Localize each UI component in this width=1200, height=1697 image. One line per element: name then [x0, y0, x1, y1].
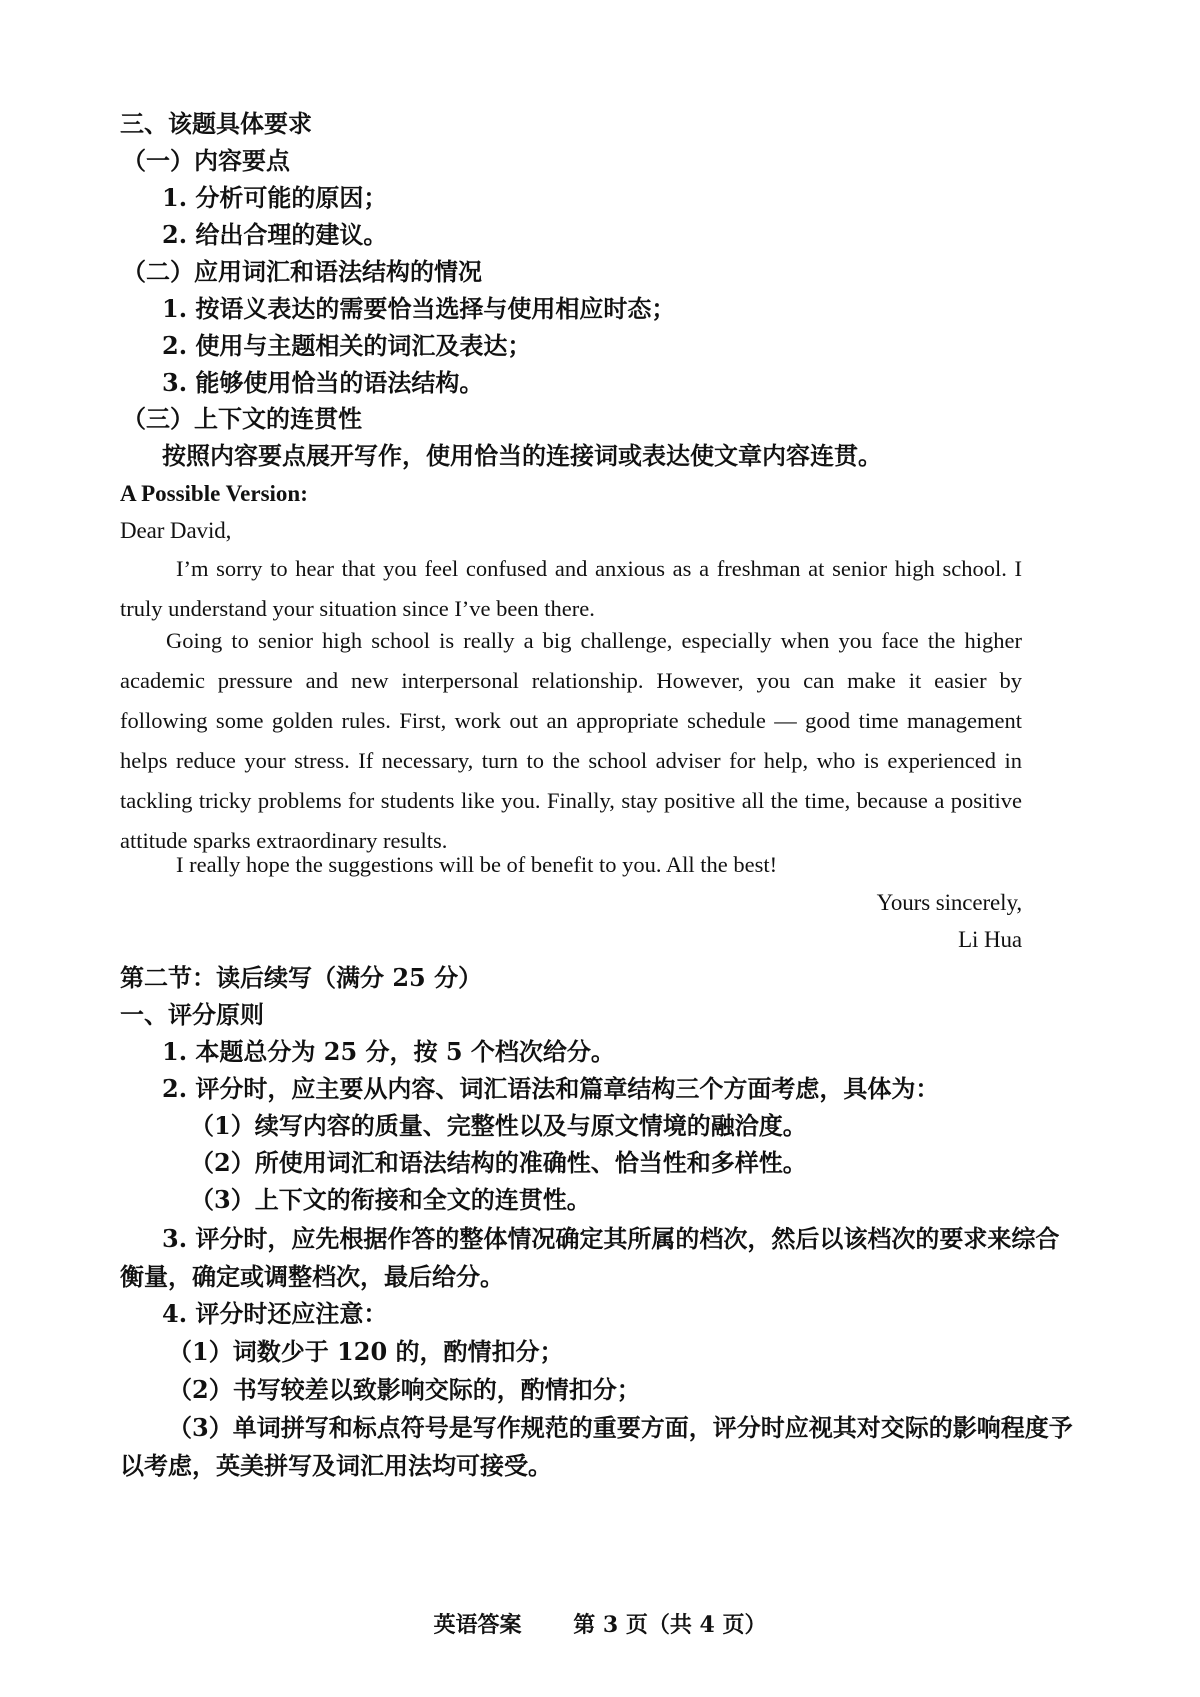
rule-2: 2. 评分时，应主要从内容、词汇语法和篇章结构三个方面考虑，具体为：: [162, 1074, 940, 1103]
sub-rule-3: （3）上下文的衔接和全文的连贯性。: [190, 1185, 591, 1214]
sub-rule-2: （2）所使用词汇和语法结构的准确性、恰当性和多样性。: [190, 1148, 807, 1177]
sample-paragraph-3: I really hope the suggestions will be of benefit to you. All the best!: [176, 852, 778, 877]
coherence-title: （三）上下文的连贯性: [122, 404, 362, 433]
content-point-1: 1. 分析可能的原因；: [162, 183, 388, 212]
rule-3-line-2: 衡量，确定或调整档次，最后给分。: [120, 1262, 504, 1291]
vocab-grammar-item-1: 1. 按语义表达的需要恰当选择与使用相应时态；: [162, 294, 676, 323]
footer-subject: 英语答案: [433, 1612, 522, 1638]
rule-4: 4. 评分时还应注意：: [162, 1299, 388, 1328]
content-point-2: 2. 给出合理的建议。: [162, 220, 388, 249]
sample-paragraph-2: Going to senior high school is really a big challenge, especially when you face the higher academic pressure and new interpersonal relationship. However, you can make it easier by following some golden rules. First, work out an appropriate schedule — good time management helps reduce your stress. If necessary, turn to the school adviser for help, who is experienced in tackling tricky problems for students like you. Finally, stay positive all the time, because a positive attitude sparks extraordinary results.: [120, 628, 1022, 853]
coherence-text: 按照内容要点展开写作，使用恰当的连接词或表达使文章内容连贯。: [162, 441, 882, 470]
footer-page-number: 第 3 页（共 4 页）: [573, 1612, 767, 1638]
principles-title: 一、评分原则: [120, 1000, 264, 1029]
rule-1: 1. 本题总分为 25 分，按 5 个档次给分。: [162, 1037, 615, 1066]
content-points-title: （一）内容要点: [122, 146, 290, 175]
rule-3-line-1: 3. 评分时，应先根据作答的整体情况确定其所属的档次，然后以该档次的要求来综合: [162, 1224, 1060, 1253]
vocab-grammar-item-2: 2. 使用与主题相关的词汇及表达；: [162, 331, 532, 360]
note-3-line-2: 以考虑，英美拼写及词汇用法均可接受。: [120, 1451, 552, 1480]
note-3-line-1: （3）单词拼写和标点符号是写作规范的重要方面，评分时应视其对交际的影响程度予: [168, 1413, 1073, 1442]
vocab-grammar-title: （二）应用词汇和语法结构的情况: [122, 257, 482, 286]
sample-closing: Yours sincerely,: [876, 890, 1022, 915]
note-2: （2）书写较差以致影响交际的，酌情扣分；: [168, 1375, 641, 1404]
sub-rule-1: （1）续写内容的质量、完整性以及与原文情境的融洽度。: [190, 1111, 807, 1140]
page-footer: [0, 1608, 1200, 1639]
sample-salutation: Dear David,: [120, 518, 232, 543]
vocab-grammar-item-3: 3. 能够使用恰当的语法结构。: [162, 368, 484, 397]
sample-signature: Li Hua: [958, 927, 1022, 952]
note-1: （1）词数少于 120 的，酌情扣分；: [168, 1337, 564, 1366]
sample-heading: A Possible Version:: [120, 481, 308, 506]
sample-paragraph-1: I’m sorry to hear that you feel confused and anxious as a freshman at senior high school. I truly understand your situation since I’ve been there.: [120, 556, 1022, 621]
section-2-heading: 第二节：读后续写（满分 25 分）: [120, 963, 483, 992]
section-3-heading: 三、该题具体要求: [120, 109, 312, 138]
